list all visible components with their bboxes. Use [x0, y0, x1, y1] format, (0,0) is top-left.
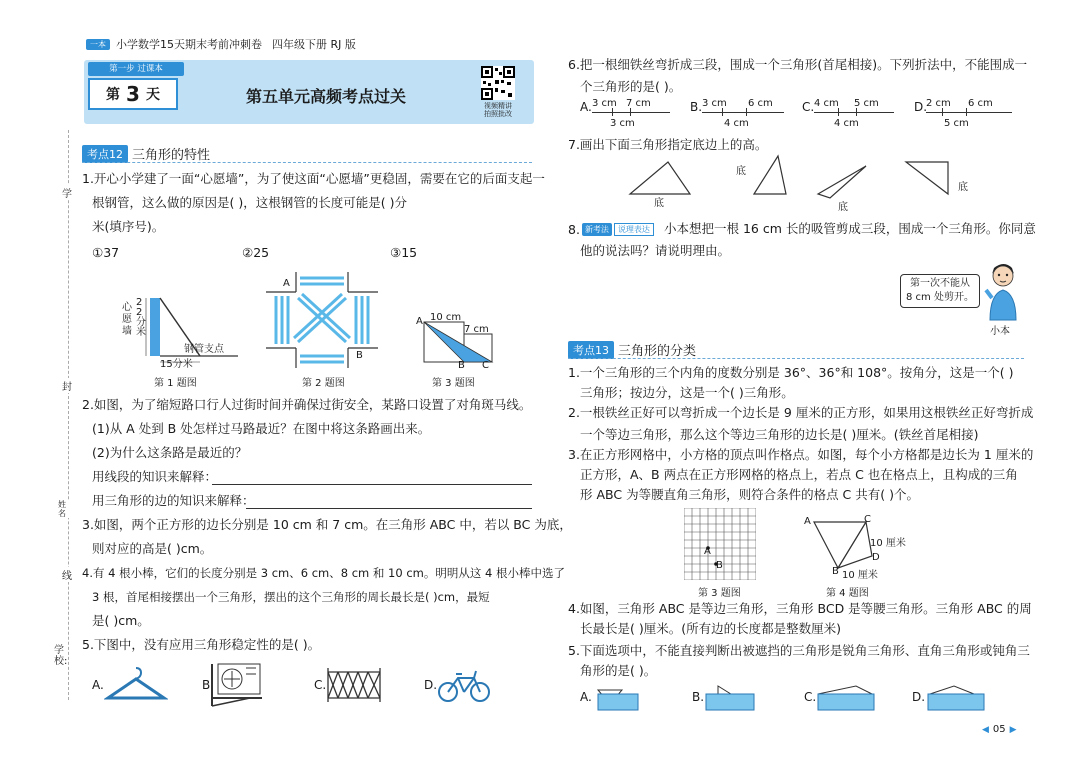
binding-label-1: 学	[62, 185, 72, 200]
q6-a-seg3: 3 cm	[610, 118, 635, 129]
p5-option-a[interactable]	[594, 686, 640, 712]
unit-title: 第五单元高频考点过关	[246, 87, 407, 106]
q3-line2: 则对应的高是( )cm。	[92, 541, 213, 556]
q6-c-seg3: 4 cm	[834, 118, 859, 129]
grade-label: 四年级下册 RJ 版	[272, 38, 356, 51]
kp13-badge: 考点13	[568, 341, 614, 359]
q6-a-seg2: 7 cm	[626, 98, 651, 109]
q6-line1: 6.把一根细铁丝弯折成三段，围成一个三角形(首尾相接)。下列折法中，不能围成一	[568, 57, 1028, 72]
fig3-point-a: A	[416, 316, 423, 327]
ac-unit-bracket-icon[interactable]	[210, 662, 264, 708]
p4-point-b: B	[832, 566, 839, 577]
q2-answer-line-1[interactable]	[212, 484, 532, 485]
q7-line1: 7.画出下面三角形指定底边上的高。	[568, 137, 768, 152]
binding-label-3: 姓名	[58, 500, 72, 518]
q7-base-1: 底	[654, 198, 664, 209]
p3-line2: 正方形，A、B 两点在正方形网格的格点上，若点 C 也在格点上，且构成的三角	[580, 467, 1018, 482]
q1-option-2: ②25	[242, 245, 270, 260]
binding-label-4: 线	[62, 567, 72, 582]
bubble-line-1: 第一次不能从	[910, 278, 970, 289]
kp13-heading	[568, 340, 696, 359]
kp13-underline	[568, 358, 1024, 359]
q6-d-seg1: 2 cm	[926, 98, 951, 109]
fig3-point-c: C	[482, 360, 489, 371]
q3-line1: 3.如图，两个正方形的边长分别是 10 cm 和 7 cm。在三角形 ABC 中，若以 BC 为底，	[82, 517, 572, 532]
qr-caption-2: 拍照批改	[484, 110, 512, 118]
q7-base-2: 底	[736, 166, 746, 177]
bicycle-icon[interactable]	[436, 666, 492, 704]
folding-gate-icon[interactable]	[324, 664, 384, 704]
prev-page-icon[interactable]: ◀	[982, 724, 989, 735]
q6-d-seg2: 6 cm	[968, 98, 993, 109]
page-number	[982, 724, 1017, 735]
q7-base-4: 底	[958, 182, 968, 193]
q6-b-label: B.	[690, 100, 703, 114]
height-char-3: 分	[136, 317, 146, 328]
wall-char-1: 心	[122, 302, 132, 313]
q2-sub4: 用三角形的边的知识来解释：	[92, 493, 255, 508]
figure-2-caption: 第 2 题图	[302, 378, 345, 389]
kp12-heading	[82, 144, 210, 163]
p4-label-bd: 10 厘米	[842, 570, 878, 581]
p1-line1: 1.一个三角形的三个内角的度数分别是 36°、36°和 108°。按角分，这是一个( )	[568, 365, 1014, 380]
q6-c-label: C.	[802, 100, 815, 114]
p2-line1: 2.一根铁丝正好可以弯折成一个边长是 9 厘米的正方形，如果用这根铁丝正好弯折成	[568, 405, 1034, 420]
q6-b-seg3: 4 cm	[724, 118, 749, 129]
qr-caption-1: 视频精讲	[484, 102, 512, 110]
day-prefix: 第	[106, 87, 121, 103]
wall-char-2: 愿	[122, 314, 132, 325]
q6-options	[580, 98, 1030, 134]
q6-c-seg2: 5 cm	[854, 98, 879, 109]
p4-label-cd: 10 厘米	[870, 538, 906, 549]
q8-heading: 8. 新考法 说理表达	[568, 218, 654, 240]
q6-d-seg3: 5 cm	[944, 118, 969, 129]
q6-option-c[interactable]	[802, 98, 902, 134]
day-number: 3	[126, 82, 140, 106]
qr-code[interactable]	[481, 66, 515, 100]
q5-option-c-label: C.	[314, 678, 327, 692]
p5-option-a-label: A.	[580, 690, 592, 704]
fig3-label-10cm: 10 cm	[430, 312, 462, 323]
q4-line1: 4.有 4 根小棒，它们的长度分别是 3 cm、6 cm、8 cm 和 10 cm。明明从这 4 根小棒中选了	[82, 566, 565, 580]
day-box	[88, 78, 178, 110]
q6-b-seg1: 3 cm	[702, 98, 727, 109]
fig3-point-b: B	[458, 360, 465, 371]
binding-label-2: 封	[62, 378, 72, 393]
grid-point-b: B	[716, 560, 723, 571]
wall-char-3: 墙	[122, 326, 132, 337]
q4-line3: 是( )cm。	[92, 613, 150, 628]
binding-line	[68, 130, 69, 700]
character-name: 小本	[990, 326, 1010, 337]
q5-option-b-label: B.	[202, 678, 215, 692]
height-char-4: 米	[136, 327, 146, 338]
q1-option-3: ③15	[390, 245, 418, 260]
bubble-line-2: 8 cm 处剪开。	[906, 292, 974, 303]
width-label: 15分米	[160, 359, 193, 370]
day-suffix: 天	[145, 87, 160, 103]
step-label: 第一步 过课本	[88, 62, 184, 76]
figure-3-caption: 第 3 题图	[432, 378, 475, 389]
q6-option-d[interactable]	[914, 98, 1024, 134]
q8-line1: 小本想把一根 16 cm 长的吸管剪成三段，围成一个三角形。你同意	[664, 221, 1036, 236]
q7-triangles	[620, 154, 1000, 214]
p3-figure-caption: 第 3 题图	[698, 588, 741, 599]
p3-line3: 形 ABC 为等腰直角三角形，则符合条件的格点 C 共有( )个。	[580, 487, 919, 502]
q5-option-d-label: D.	[424, 678, 438, 692]
q6-d-label: D.	[914, 100, 928, 114]
kp12-underline	[82, 162, 532, 163]
p3-line1: 3.在正方形网格中，小方格的顶点叫作格点。如图，每个小方格都是边长为 1 厘米的	[568, 447, 1034, 462]
page-header	[86, 36, 356, 52]
next-page-icon[interactable]: ▶	[1009, 724, 1017, 735]
q6-a-label: A.	[580, 100, 592, 114]
p5-line1: 5.下面选项中，不能直接判断出被遮挡的三角形是锐角三角形、直角三角形或钝角三	[568, 643, 1030, 658]
q6-a-seg1: 3 cm	[592, 98, 617, 109]
q8-tag-1: 新考法	[582, 223, 612, 236]
p4-line1: 4.如图，三角形 ABC 是等边三角形，三角形 BCD 是等腰三角形。三角形 ABC 的周	[568, 601, 1032, 616]
series-badge: 一本	[86, 39, 110, 50]
fig3-label-7cm: 7 cm	[464, 324, 489, 335]
p5-option-c[interactable]	[816, 684, 876, 712]
q8-line2: 他的说法吗？请说明理由。	[580, 243, 731, 258]
height-char-1: 2	[136, 297, 143, 308]
p4-point-a: A	[804, 516, 811, 527]
fig2-point-a: A	[283, 278, 290, 289]
boy-character-icon	[982, 258, 1022, 322]
q8-tag-2: 说理表达	[614, 223, 654, 236]
q6-line2: 个三角形的是( )。	[580, 79, 682, 94]
qr-caption	[480, 102, 516, 118]
p4-point-c: C	[864, 514, 871, 525]
wall-height-label	[136, 298, 148, 338]
q6-option-b[interactable]	[690, 98, 790, 134]
kp12-badge: 考点12	[82, 145, 128, 163]
hanger-icon[interactable]	[104, 664, 168, 704]
fig2-point-b: B	[356, 350, 363, 361]
p5-option-c-label: C.	[804, 690, 817, 704]
q4-line2: 3 根，首尾相接摆出一个三角形，摆出的这个三角形的周长最长是( )cm，最短	[92, 590, 490, 604]
kp12-title: 三角形的特性	[132, 148, 211, 163]
wall-label	[122, 302, 134, 338]
speech-bubble	[900, 274, 980, 308]
p4-figure-caption: 第 4 题图	[826, 588, 869, 599]
kp13-title: 三角形的分类	[618, 344, 697, 359]
q2-sub2: (2)为什么这条路是最近的？	[92, 445, 248, 460]
q7-base-3: 底	[838, 202, 848, 213]
p5-option-b[interactable]	[704, 684, 756, 712]
binding-label-5: 学校:	[54, 645, 68, 667]
q2-answer-line-2[interactable]	[246, 508, 532, 509]
q1-option-1: ①37	[92, 245, 120, 260]
q5-line1: 5.下图中，没有应用三角形稳定性的是( )。	[82, 637, 321, 652]
q1-line2: 根钢管，这么做的原因是( )，这根钢管的长度可能是( )分	[92, 195, 407, 210]
q6-option-a[interactable]	[580, 98, 680, 134]
q2-line1: 2.如图，为了缩短路口行人过街时间并确保过街安全，某路口设置了对角斑马线。	[82, 397, 532, 412]
p4-line2: 长最长是( )厘米。(所有边的长度都是整数厘米)	[580, 621, 841, 636]
q1-line3: 米(填序号)。	[92, 219, 165, 234]
p5-option-d-label: D.	[912, 690, 926, 704]
p5-option-d[interactable]	[926, 684, 986, 712]
figure-1-caption: 第 1 题图	[154, 378, 197, 389]
height-char-2: 2	[136, 307, 143, 318]
p1-line2: 三角形；按边分，这是一个( )三角形。	[580, 385, 794, 400]
page-number-text: 05	[992, 724, 1006, 735]
q1-line1: 1.开心小学建了一面“心愿墙”，为了使这面“心愿墙”更稳固，需要在它的后面支起一	[82, 171, 545, 186]
p4-point-d: D	[872, 552, 880, 563]
p2-line2: 一个等边三角形，那么这个等边三角形的边长是( )厘米。(铁丝首尾相接)	[580, 427, 979, 442]
p5-option-b-label: B.	[692, 690, 705, 704]
q2-sub1: (1)从 A 处到 B 处怎样过马路最近？在图中将这条路画出来。	[92, 421, 431, 436]
q6-c-seg1: 4 cm	[814, 98, 839, 109]
p5-line2: 角形的是( )。	[580, 663, 657, 678]
q6-b-seg2: 6 cm	[748, 98, 773, 109]
support-label: 钢管支点	[184, 344, 224, 355]
q5-option-a-label: A.	[92, 678, 104, 692]
grid-point-a: A	[704, 546, 711, 557]
q2-sub3: 用线段的知识来解释：	[92, 469, 218, 484]
series-title: 小学数学15天期末考前冲刺卷	[116, 38, 262, 51]
